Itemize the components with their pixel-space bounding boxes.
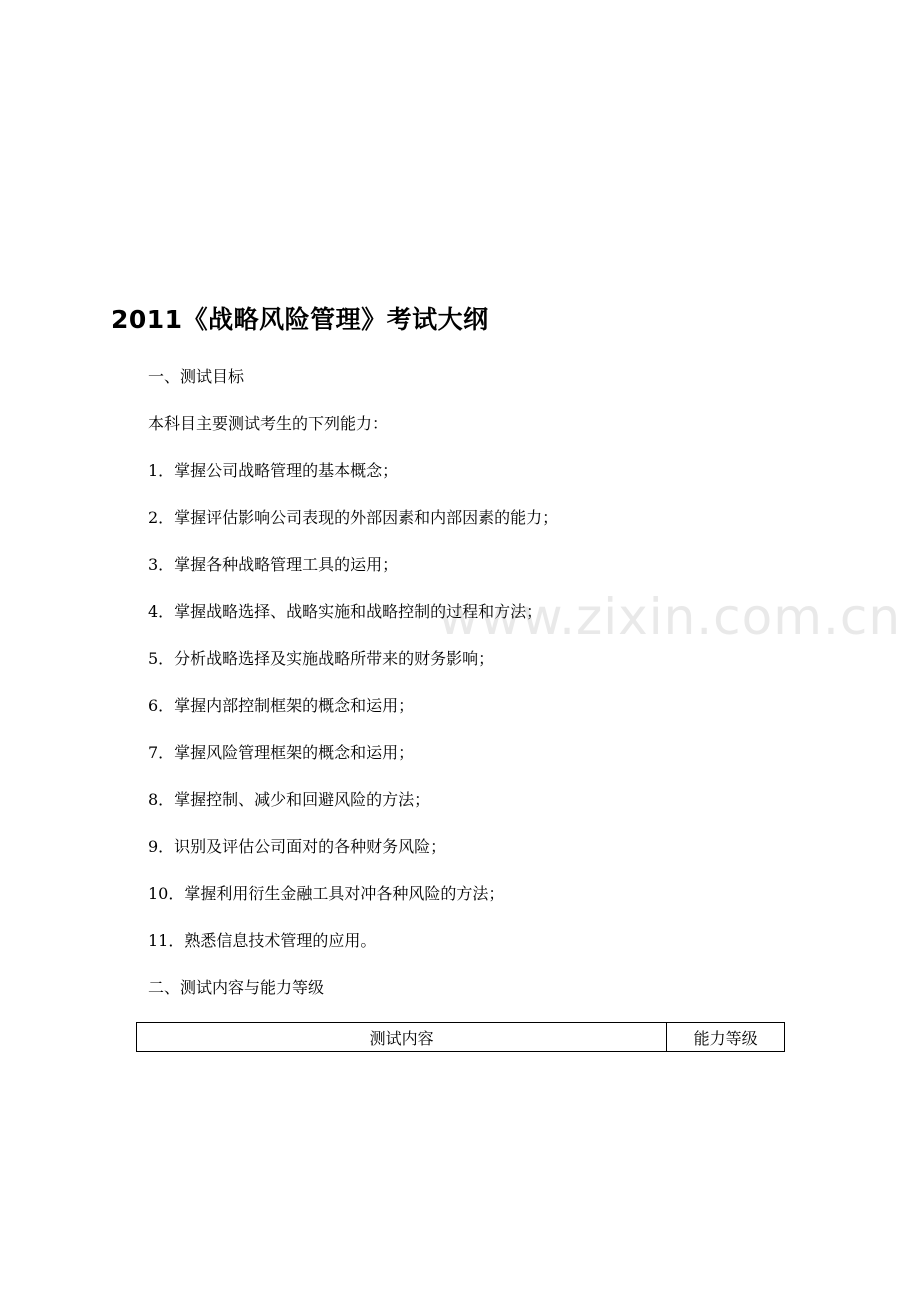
column-header-test-content: 测试内容 xyxy=(137,1023,667,1052)
list-item: 7．掌握风险管理框架的概念和运用； xyxy=(148,743,415,762)
column-header-ability-level: 能力等级 xyxy=(667,1023,785,1052)
table-header-row xyxy=(137,1023,785,1052)
list-item: 10．掌握利用衍生金融工具对冲各种风险的方法； xyxy=(148,884,505,903)
list-item: 5．分析战略选择及实施战略所带来的财务影响； xyxy=(148,649,495,668)
list-item: 9．识别及评估公司面对的各种财务风险； xyxy=(148,837,447,856)
list-item: 11．熟悉信息技术管理的应用。 xyxy=(148,931,377,950)
intro-text: 本科目主要测试考生的下列能力： xyxy=(148,414,389,433)
document-title: 2011《战略风险管理》考试大纲 xyxy=(111,305,489,334)
list-item: 3．掌握各种战略管理工具的运用； xyxy=(148,555,399,574)
list-item: 1．掌握公司战略管理的基本概念； xyxy=(148,461,399,480)
section-heading-objectives: 一、测试目标 xyxy=(148,367,245,386)
list-item: 6．掌握内部控制框架的概念和运用； xyxy=(148,696,415,715)
section-heading-content: 二、测试内容与能力等级 xyxy=(148,978,325,997)
list-item: 4．掌握战略选择、战略实施和战略控制的过程和方法； xyxy=(148,602,543,621)
list-item: 8．掌握控制、减少和回避风险的方法； xyxy=(148,790,431,809)
content-grade-table xyxy=(136,1022,785,1052)
list-item: 2．掌握评估影响公司表现的外部因素和内部因素的能力； xyxy=(148,508,559,527)
watermark: www.zixin.com.cn xyxy=(438,588,902,646)
